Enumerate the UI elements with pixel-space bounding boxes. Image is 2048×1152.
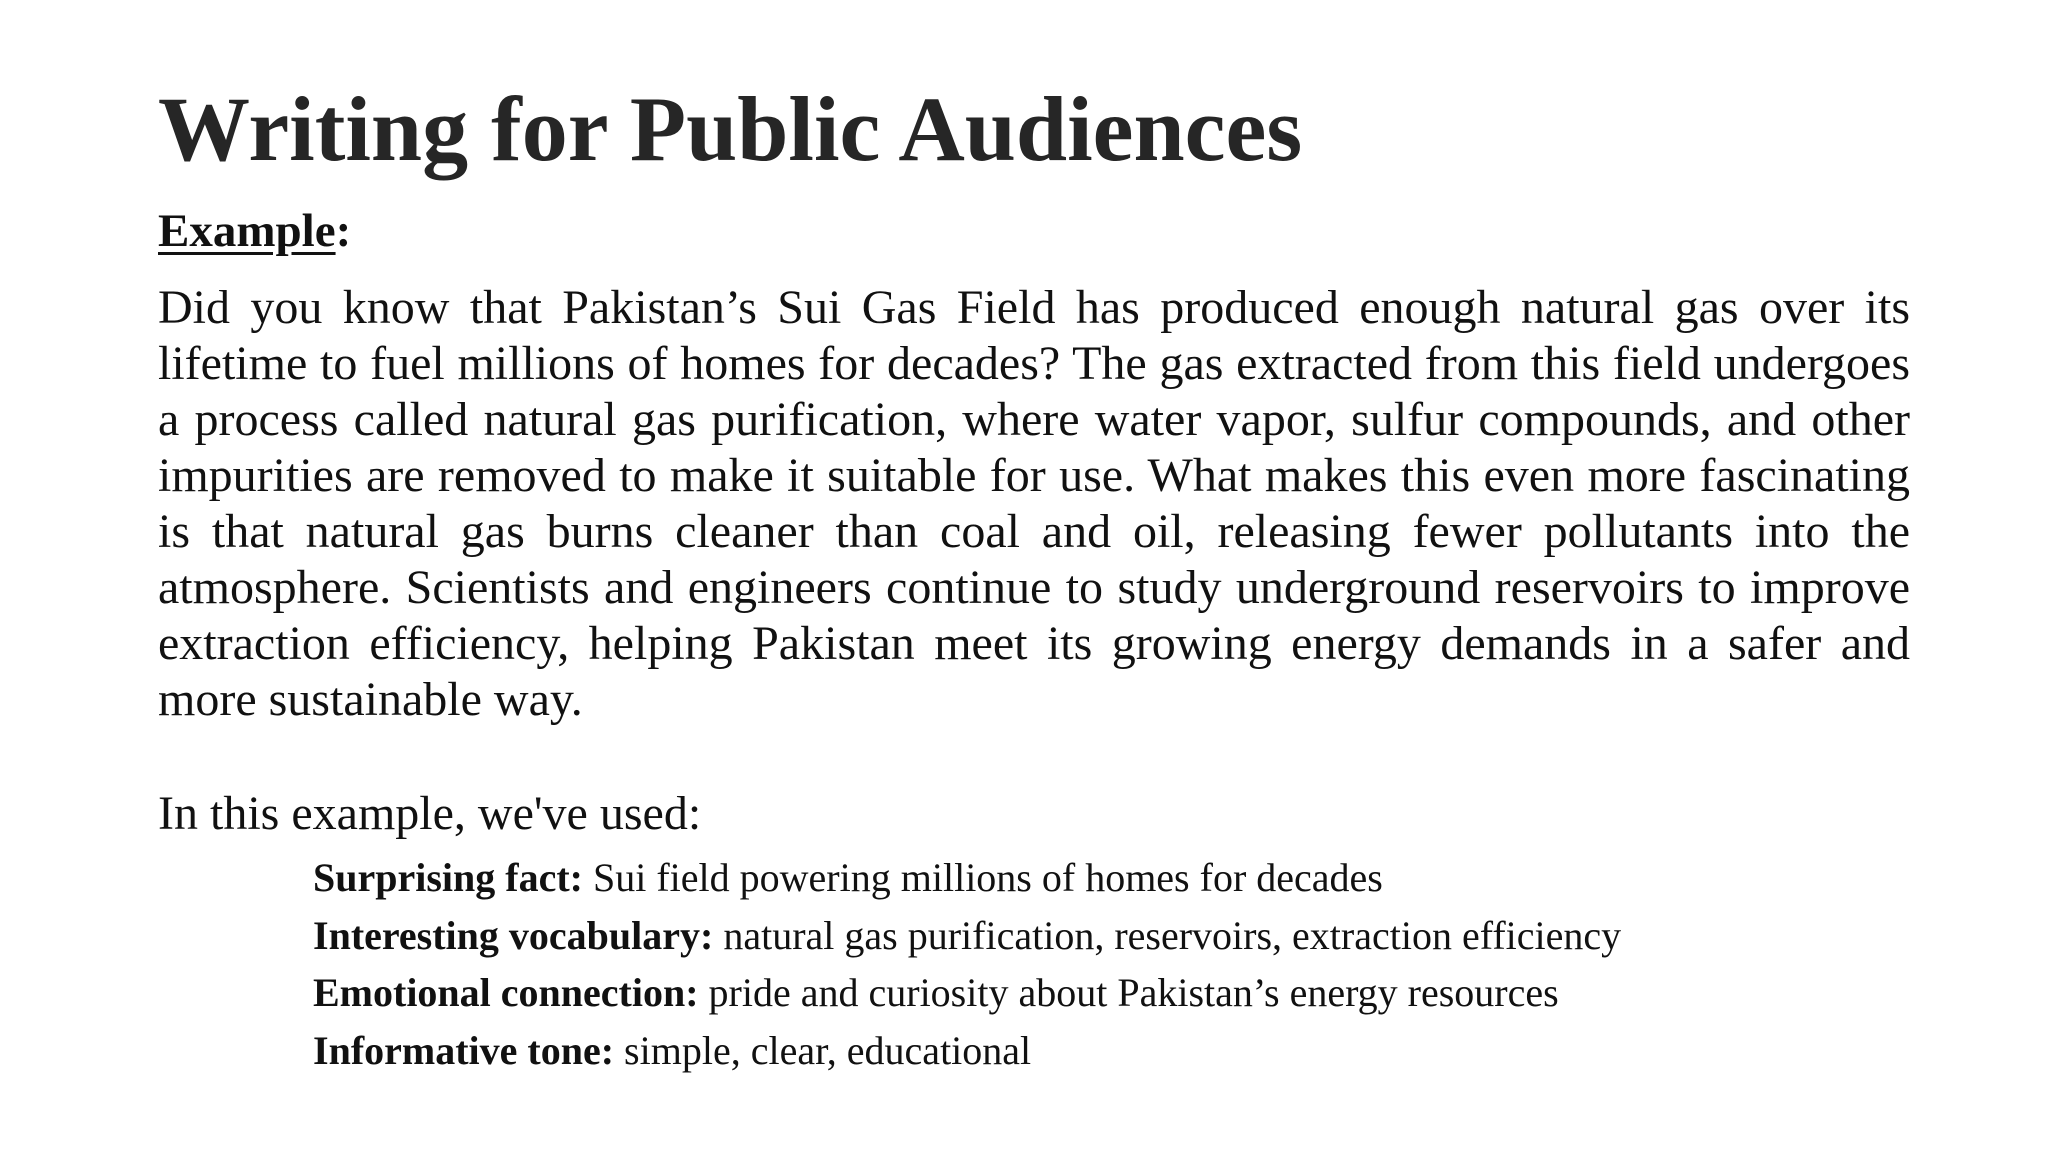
feature-term: Surprising fact: — [313, 855, 583, 900]
feature-list — [313, 849, 1621, 1079]
example-colon: : — [335, 205, 352, 257]
feature-term: Emotional connection: — [313, 970, 699, 1015]
example-paragraph: Did you know that Pakistan’s Sui Gas Field has produced enough natural gas over its lifetime to fuel millions of homes for decades? The gas extracted from this field undergoes a process called natural gas purification, where water vapor, sulfur compounds, and other impurities are removed to make it suitable for use. What makes this even more fascinating is that natural gas burns cleaner than coal and oil, releasing fewer pollutants into the atmosphere. Scientists and engineers continue to study underground reservoirs to improve extraction efficiency, helping Pakistan meet its growing energy demands in a safer and more sustainable way. — [158, 281, 1910, 726]
feature-term: Interesting vocabulary: — [313, 912, 714, 958]
feature-item-surprising-fact — [313, 849, 1621, 907]
feature-term: Informative tone: — [313, 1027, 615, 1073]
feature-item-interesting-vocabulary — [313, 907, 1621, 965]
feature-item-emotional-connection — [313, 964, 1621, 1022]
feature-detail: natural gas purification, reservoirs, extraction efficiency — [723, 912, 1622, 958]
feature-detail: Sui field powering millions of homes for decades — [593, 855, 1383, 900]
example-label: Example — [158, 205, 336, 257]
intro-line: In this example, we've used: — [158, 787, 702, 840]
feature-detail: simple, clear, educational — [624, 1027, 1032, 1073]
feature-detail: pride and curiosity about Pakistan’s energy resources — [708, 970, 1559, 1015]
slide-title: Writing for Public Audiences — [158, 78, 1303, 180]
example-heading — [158, 203, 351, 259]
feature-item-informative-tone — [313, 1022, 1621, 1080]
